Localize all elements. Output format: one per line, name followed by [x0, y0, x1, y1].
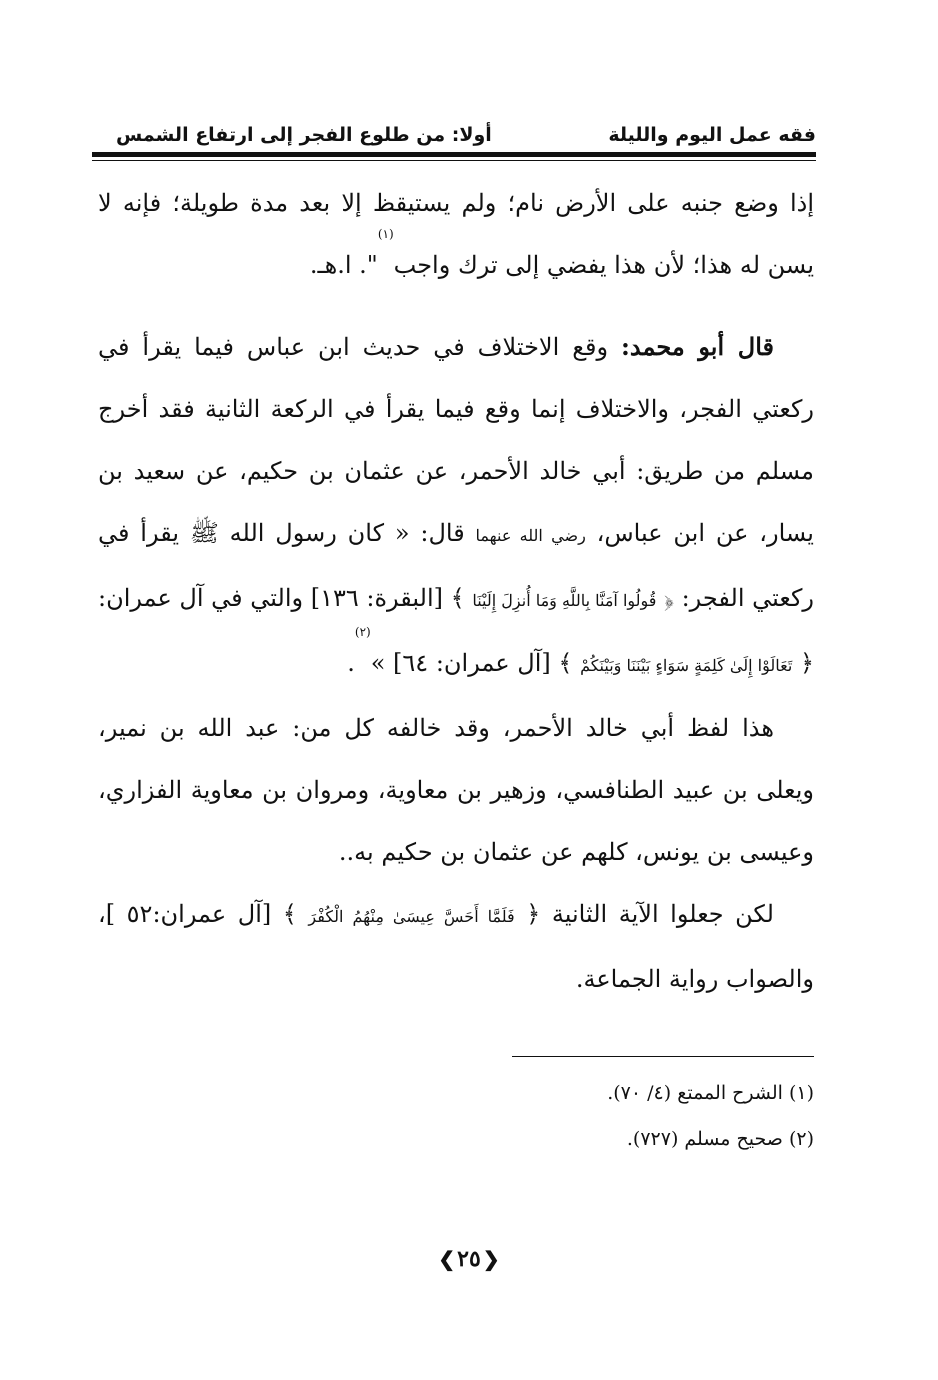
quran-verse-3: فَلَمَّا أَحَسَّ عِيسَىٰ مِنْهُمُ الْكُفْرَ — [308, 907, 515, 926]
paragraph-1: إذا وضع جنبه على الأرض نام؛ ولم يستيقظ إلا بعد مدة طويلة؛ فإنه لا يسن له هذا؛ لأن هذا يفضي إلى ترك واجب$^{(١)}$". ا.هـ. — [98, 189, 814, 279]
paragraph-3: هذا لفظ أبي خالد الأحمر، وقد خالفه كل من: عبد الله بن نمير، ويعلى بن عبيد الطنافسي، وزهير بن معاوية، ومروان بن معاوية الفزاري، وعيسى بن يونس، كلهم عن عثمان بن حكيم به.. — [98, 714, 814, 866]
ornament-right-icon: ❯ — [482, 1247, 500, 1271]
footnote-separator — [512, 1056, 814, 1057]
ornament-left-icon: ❮ — [438, 1247, 456, 1271]
honorific: رضي الله عنهما — [475, 526, 586, 545]
quran-verse-1: قُولُوا آمَنَّا بِاللَّهِ وَمَا أُنزِلَ إِلَيْنَا — [472, 591, 657, 610]
page-number: ٢٥ — [457, 1246, 481, 1272]
footnote-2: (٢) صحيح مسلم (٧٢٧). — [626, 1128, 814, 1150]
chapter-title: أولا: من طلوع الفجر إلى ارتفاع الشمس — [116, 124, 492, 146]
main-text — [98, 172, 814, 1010]
footnotes — [400, 1070, 814, 1162]
speaker-lead: قال أبو محمد: — [621, 332, 774, 361]
footnote-ref-1: (١) — [377, 227, 394, 241]
paragraph-gap — [98, 296, 814, 316]
page-number-block — [0, 1246, 938, 1272]
book-title: فقه عمل اليوم والليلة — [608, 124, 816, 146]
quran-verse-2: تَعَالَوْا إِلَىٰ كَلِمَةٍ سَوَاءٍ بَيْنَنَا وَبَيْنَكُمْ — [580, 656, 793, 675]
running-header — [92, 124, 816, 152]
paragraph-4: لكن جعلوا الآية الثانية ﴿ فَلَمَّا أَحَسَّ عِيسَىٰ مِنْهُمُ الْكُفْرَ ﴾ [آل عمران:٥٢ ]، والصواب رواية الجماعة. — [98, 900, 814, 993]
header-rule-thick — [92, 152, 816, 157]
paragraph-2: قال أبو محمد: وقع الاختلاف في حديث ابن عباس فيما يقرأ في ركعتي الفجر، والاختلاف إنما وقع فيما يقرأ في الركعة الثانية فقد أخرج مسلم من طريق: أبي خالد الأحمر، عن عثمان بن حكيم، عن سعيد بن يسار، عن ابن عباس، رضي الله عنهما قال: « كان رسول الله ﷺ يقرأ في ركعتي الفجر: ﴿ قُولُوا آمَنَّا بِاللَّهِ وَمَا أُنزِلَ إِلَيْنَا ﴾ [البقرة: ١٣٦] والتي في آل عمران: ﴿ تَعَالَوْا إِلَىٰ كَلِمَةٍ سَوَاءٍ بَيْنَنَا وَبَيْنَكُمْ ﴾ [آل عمران: ٦٤] »$^{(٢)}$. — [97, 332, 814, 677]
footnote-1: (١) الشرح الممتع (٤/ ٧٠). — [607, 1082, 814, 1104]
header-rule-thin — [92, 160, 816, 161]
footnote-ref-2: (٢) — [354, 625, 371, 639]
